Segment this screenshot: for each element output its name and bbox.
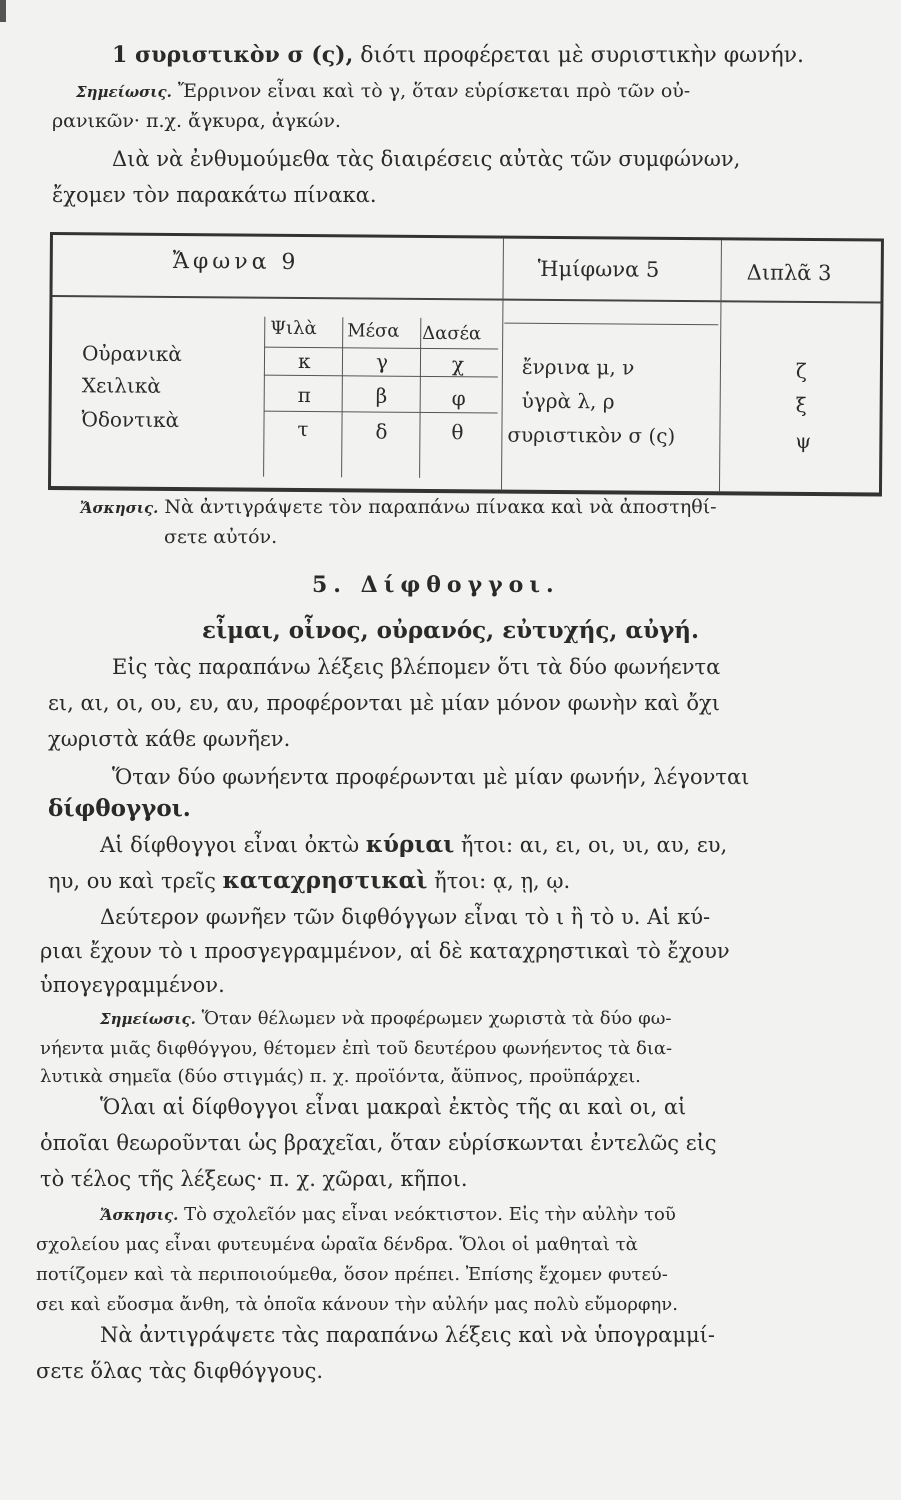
syristikon-text: διότι προφέρεται μὲ συριστικὴν φωνήν. [360,43,804,68]
hemiphona-enrina: ἔνρινα μ, ν [521,354,635,380]
exercise2-line3: ποτίζομεν καὶ τὰ περιποιούμεθα, ὅσον πρέπει. Ἐπίσης ἔχομεν φυτεύ- [36,1264,668,1285]
p3-text-a: Αἱ δίφθογγοι εἶναι ὀκτὼ [100,833,360,857]
dasea-header: Δασέα [422,322,482,345]
exercise2-line4: σει καὶ εὔοσμα ἄνθη, τὰ ὁποῖα κάνουν τὴν αὐλήν μας πολὺ εὔμορφην. [36,1294,678,1315]
p6-line2: σετε ὅλας τὰς διφθόγγους. [36,1359,324,1383]
syristikon-term: 1 συριστικὸν σ (ς), [112,42,354,68]
page-edge-mark [0,0,6,22]
p4-line2: ριαι ἔχουν τὸ ι προσγεγραμμένον, αἱ δὲ καταχρηστικαὶ τὸ ἔχουν [40,939,730,963]
psila-k: κ [297,348,311,374]
exercise2-heading: Ἄσκησις. [100,1206,179,1224]
note2-heading: Σημείωσις. [100,1010,196,1028]
mesa-header: Μέσα [347,320,400,342]
p4-line3: ὑπογεγραμμένον. [40,973,225,997]
note1-line2: ρανικῶν· π.χ. ἄγκυρα, ἀγκών. [52,110,341,132]
note2-line1 [100,1006,671,1032]
psila-t: τ [297,416,309,442]
note1-text: Ἔρρινον εἶναι καὶ τὸ γ, ὅταν εὑρίσκεται πρὸ τῶν οὐ- [177,80,691,102]
table-header-rule [52,295,880,304]
syristikon-line [112,42,804,69]
intro-line2: ἔχομεν τὸν παρακάτω πίνακα. [52,183,377,207]
dipla-header: Διπλᾶ 3 [746,260,832,286]
table-divider-2 [719,240,722,492]
grid-v-3 [419,318,421,478]
note2-line2: νήεντα μιᾶς διφθόγγου, θέτομεν ἐπὶ τοῦ δευτέρου φωνήεντος τὰ δια- [40,1038,673,1059]
dasea-ch: χ [451,352,465,377]
p4-line1: Δεύτερον φωνῆεν τῶν διφθόγγων εἶναι τὸ ι ἢ τὸ υ. Αἱ κύ- [100,905,711,929]
p1-line3: χωριστὰ κάθε φωνῆεν. [48,727,291,751]
psila-header: Ψιλὰ [270,317,317,340]
mesa-g: γ [375,349,389,374]
p6-line1: Νὰ ἀντιγράψετε τὰς παραπάνω λέξεις καὶ νὰ ὑπογραμμί- [100,1323,715,1347]
p3-line2 [48,868,570,894]
dipla-z: ζ [795,358,807,383]
hemiphona-rule [504,323,718,326]
p3-text-c: ἤτοι: αι, ει, οι, υι, αυ, ευ, [460,833,728,857]
table-divider-1 [501,239,504,491]
exercise2-line1 [100,1202,676,1228]
mesa-b: β [375,383,388,408]
exercise1-line1 [80,494,717,521]
p5-line3: τὸ τέλος τῆς λέξεως· π. χ. χῶραι, κῆποι. [40,1167,468,1191]
dipla-x: ξ [795,392,807,417]
p5-line2: ὁποῖαι θεωροῦνται ὡς βραχεῖαι, ὅταν εὑρίσκωνται ἐντελῶς εἰς [40,1131,717,1155]
hemiphona-header: Ἡμίφωνα 5 [537,256,660,282]
katachrestikai-term: καταχρηστικαὶ [222,867,428,894]
p3-line1 [100,832,727,858]
grid-v-2 [341,317,343,477]
dasea-ph: φ [451,386,466,411]
section-title: 5. Δίφθογγοι. [312,572,560,598]
p5-line1: Ὅλαι αἱ δίφθογγοι εἶναι μακραὶ ἐκτὸς τῆς αι καὶ οι, αἱ [100,1095,687,1119]
grid-h-3 [264,411,498,414]
p2-term: δίφθογγοι. [48,795,191,822]
grid-v-1 [263,317,265,477]
p1-line2: ει, αι, οι, ου, ευ, αυ, προφέρονται μὲ μίαν μόνον φωνὴν καὶ ὄχι [48,691,721,715]
row-label-ouranika: Οὐρανικὰ [81,341,182,367]
consonants-table [48,232,884,497]
exercise2-text: Τὸ σχολεῖόν μας εἶναι νεόκτιστον. Εἰς τὴν αὐλὴν τοῦ [184,1204,676,1225]
row-label-odontika: Ὀδοντικὰ [81,407,180,433]
p3-text-d: ηυ, ου καὶ τρεῖς [48,869,216,893]
dipla-ps: ψ [795,428,812,453]
hemiphona-syristikon: συριστικὸν σ (ς) [507,422,676,448]
note2-text: Ὅταν θέλωμεν νὰ προφέρωμεν χωριστὰ τὰ δύο φω- [201,1008,672,1029]
dasea-th: θ [451,420,464,445]
diphthong-examples: εἶμαι, οἶνος, οὐρανός, εὐτυχής, αὐγή. [202,617,700,644]
exercise1-line2: σετε αὐτόν. [164,526,278,548]
hemiphona-hygra: ὑγρὰ λ, ρ [521,388,615,414]
mesa-d: δ [375,419,388,444]
p2-line1: Ὅταν δύο φωνήεντα προφέρωνται μὲ μίαν φωνήν, λέγονται [112,765,750,789]
exercise1-heading: Ἄσκησις. [80,499,159,517]
note2-line3: λυτικὰ σημεῖα (δύο στιγμάς) π. χ. προϊόντα, ἄϋπνος, προϋπάρχει. [40,1066,641,1087]
note1-heading: Σημείωσις. [76,83,172,101]
kyriai-term: κύριαι [365,831,455,858]
intro-line1: Διὰ νὰ ἐνθυμούμεθα τὰς διαιρέσεις αὐτὰς τῶν συμφώνων, [112,147,741,171]
row-label-cheilika: Χειλικὰ [81,373,161,398]
psila-p: π [297,382,311,408]
aphona-header: Ἄφωνα 9 [172,248,300,275]
p1-line1: Εἰς τὰς παραπάνω λέξεις βλέπομεν ὅτι τὰ δύο φωνήεντα [112,655,721,679]
exercise1-text: Νὰ ἀντιγράψετε τὸν παραπάνω πίνακα καὶ νὰ ἀποστηθί- [164,496,717,518]
exercise2-line2: σχολείου μας εἶναι φυτευμένα ὡραῖα δένδρα. Ὅλοι οἱ μαθηταὶ τὰ [36,1234,638,1255]
p3-text-e: ἤτοι: ᾳ, ῃ, ῳ. [434,869,571,893]
note1-line1 [76,78,690,105]
